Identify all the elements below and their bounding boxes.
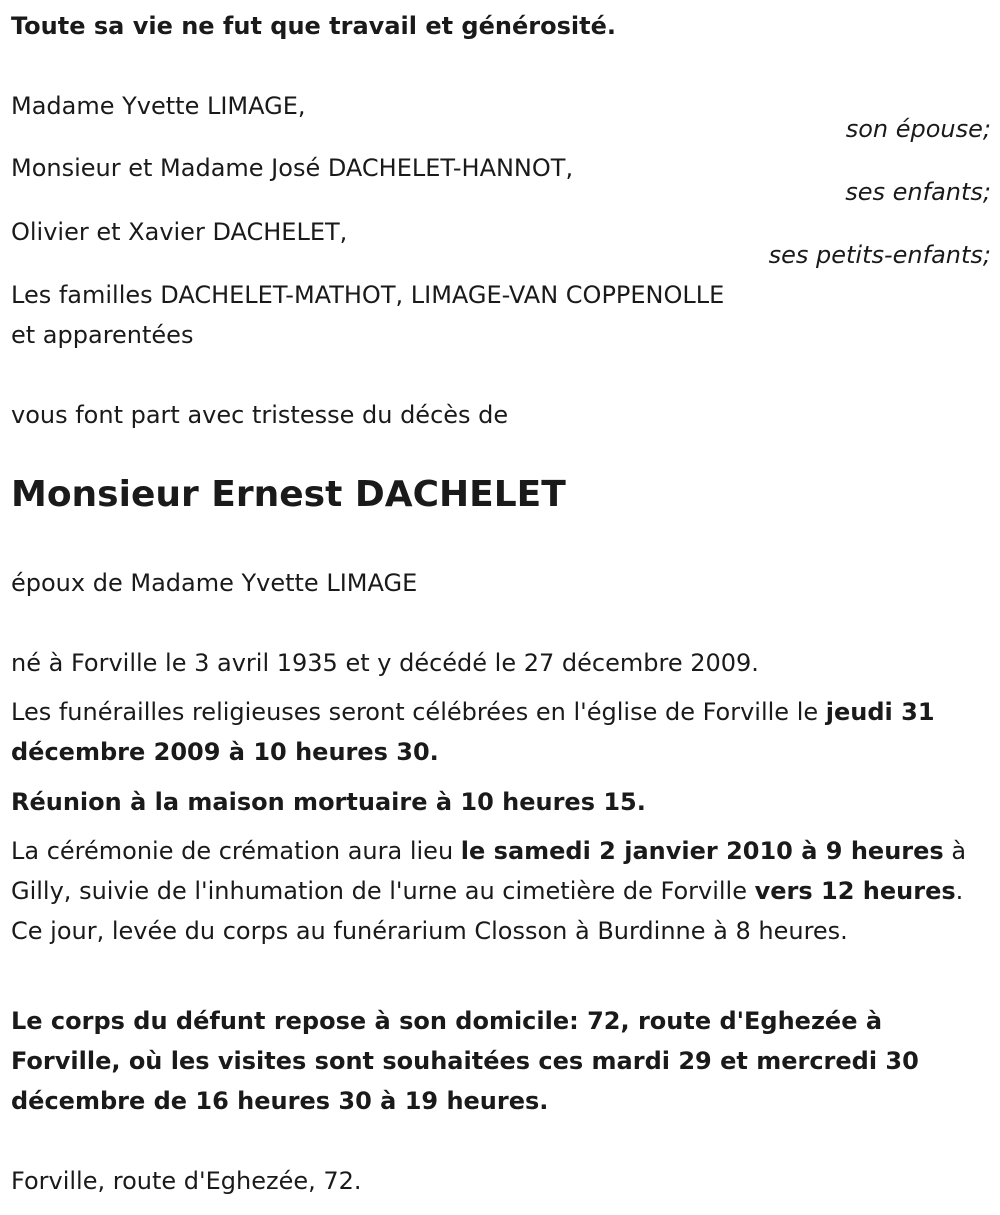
spouse-role: son épouse;: [845, 115, 991, 143]
visitation: Le corps du défunt repose à son domicile: 72, route d'Eghezée à Forville, où les visites sont souhaitées ces mardi 29 et mercredi 30 décembre de 16 heures 30 à 19 heures.: [11, 1007, 919, 1115]
address: Forville, route d'Eghezée, 72.: [11, 1167, 362, 1195]
cremation-paragraph: [11, 831, 991, 951]
funeral-text: Les funérailles religieuses seront célébrées en l'église de Forville le: [11, 698, 826, 726]
cremation-time: vers 12 heures: [754, 877, 956, 905]
birth-death: né à Forville le 3 avril 1935 et y décédé le 27 décembre 2009.: [11, 649, 759, 677]
families-line-1: Les familles DACHELET-MATHOT, LIMAGE-VAN COPPENOLLE: [11, 281, 725, 309]
cremation-text-3: . Ce jour, levée du corps au funérarium Closson à Burdinne à 8 heures.: [11, 877, 964, 945]
announcement: vous font part avec tristesse du décès de: [11, 401, 509, 429]
funeral-date: jeudi 31 décembre 2009 à 10 heures 30.: [11, 698, 935, 766]
children-name: Monsieur et Madame José DACHELET-HANNOT,: [11, 154, 574, 182]
funeral-paragraph: [11, 692, 991, 772]
grandchildren-name: Olivier et Xavier DACHELET,: [11, 218, 348, 246]
grandchildren-role: ses petits-enfants;: [768, 241, 991, 269]
cremation-date: le samedi 2 janvier 2010 à 9 heures: [460, 837, 944, 865]
motto: Toute sa vie ne fut que travail et générosité.: [11, 12, 616, 40]
deceased-name: Monsieur Ernest DACHELET: [11, 474, 566, 515]
cremation-text-2: à Gilly, suivie de l'inhumation de l'urne au cimetière de Forville: [11, 837, 967, 905]
spouse-name: Madame Yvette LIMAGE,: [11, 92, 306, 120]
cremation-text-1: La cérémonie de crémation aura lieu: [11, 837, 461, 865]
spouse-of: époux de Madame Yvette LIMAGE: [11, 569, 418, 597]
families-line-2: et apparentées: [11, 321, 194, 349]
children-role: ses enfants;: [845, 178, 991, 206]
reunion: Réunion à la maison mortuaire à 10 heures 15.: [11, 788, 646, 816]
